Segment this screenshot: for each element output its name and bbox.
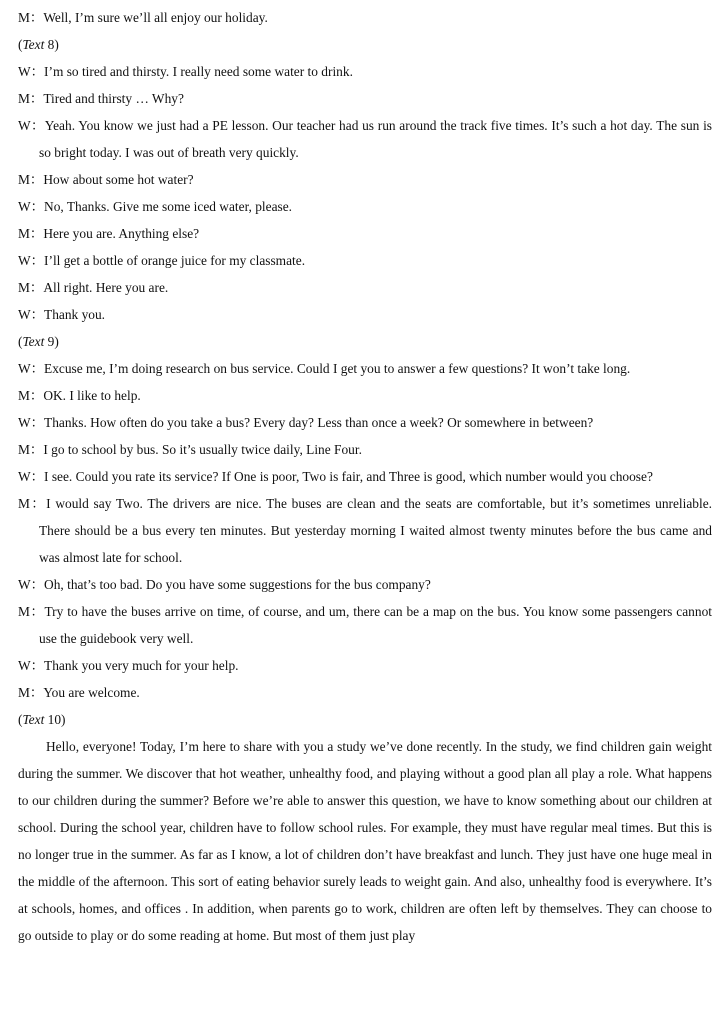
dialogue-turn: W：Excuse me, I’m doing research on bus service. Could I get you to answer a few questions? It won’t take long. [18,361,631,376]
dialogue-turn: M：I would say Two. The drivers are nice. The buses are clean and the seats are comfortable, but it’s sometimes unreliable. There should be a bus every ten minutes. But yesterday morning I waited almost twenty minutes before the bus came and was almost late for school. [18,496,713,565]
section-number: 9 [47,334,55,349]
turn-text: Thank you. [44,307,106,322]
speaker-label: M [18,604,30,619]
speaker-label: W [18,577,31,592]
turn-text: Tired and thirsty … Why? [43,91,184,106]
speaker-label: M [18,496,30,511]
speaker-label: M [18,280,30,295]
turn-text: OK. I like to help. [43,388,141,403]
turn-text: No, Thanks. Give me some iced water, please. [44,199,293,214]
speaker-label: M [18,91,30,106]
turn-text: You are welcome. [43,685,140,700]
dialogue-turn: W：No, Thanks. Give me some iced water, please. [18,199,293,214]
turn-text: I see. Could you rate its service? If One is poor, Two is fair, and Three is good, which number would you choose? [44,469,653,484]
dialogue-turn: W：Thank you very much for your help. [18,658,239,673]
turn-text: Oh, that’s too bad. Do you have some suggestions for the bus company? [44,577,431,592]
dialogue-turn: W：Thank you. [18,307,106,322]
turn-text: Well, I’m sure we’ll all enjoy our holiday. [43,10,268,25]
turn-text: Here you are. Anything else? [43,226,200,241]
speaker-label: M [18,226,30,241]
turn-text: All right. Here you are. [43,280,169,295]
dialogue-turn: W：I’ll get a bottle of orange juice for my classmate. [18,253,306,268]
turn-text: Thanks. How often do you take a bus? Every day? Less than once a week? Or somewhere in between? [44,415,594,430]
speaker-label: M [18,10,30,25]
turn-text: Try to have the buses arrive on time, of course, and um, there can be a map on the bus. You know some passengers cannot use the guidebook very well. [39,604,712,646]
speaker-label: M [18,172,30,187]
dialogue-turn: M：Try to have the buses arrive on time, of course, and um, there can be a map on the bus. You know some passengers cannot use the guidebook very well. [18,604,712,646]
dialogue-turn: M：All right. Here you are. [18,280,169,295]
dialogue-turn: M：Well, I’m sure we’ll all enjoy our holiday. [18,10,268,25]
dialogue-turn: M：I go to school by bus. So it’s usually twice daily, Line Four. [18,442,362,457]
speaker-label: W [18,64,31,79]
dialogue-turn: W：Thanks. How often do you take a bus? Every day? Less than once a week? Or somewhere in between? [18,415,594,430]
speaker-label: W [18,469,31,484]
dialogue-turn: M：You are welcome. [18,685,140,700]
transcript-page [18,4,712,949]
section-label: Text [22,334,45,349]
turn-text: How about some hot water? [43,172,194,187]
dialogue-turn: W：Oh, that’s too bad. Do you have some suggestions for the bus company? [18,577,431,592]
dialogue-turn: W：Yeah. You know we just had a PE lesson. Our teacher had us run around the track five times. It’s such a hot day. The sun is so bright today. I was out of breath very quickly. [18,118,712,160]
section-header: (Text 8) [18,37,59,52]
turn-text: Yeah. You know we just had a PE lesson. Our teacher had us run around the track five times. It’s such a hot day. The sun is so bright today. I was out of breath very quickly. [39,118,712,160]
speaker-label: W [18,118,31,133]
section-number: 8 [47,37,55,52]
speaker-label: W [18,361,31,376]
speaker-label: M [18,388,30,403]
dialogue-turn: W：I see. Could you rate its service? If One is poor, Two is fair, and Three is good, which number would you choose? [18,469,653,484]
speaker-label: W [18,415,31,430]
section-header: (Text 10) [18,712,66,727]
speaker-label: W [18,199,31,214]
section-header: (Text 9) [18,334,59,349]
dialogue-turn: M：How about some hot water? [18,172,194,187]
turn-text: I’m so tired and thirsty. I really need some water to drink. [44,64,353,79]
section-label: Text [22,712,45,727]
speaker-label: W [18,307,31,322]
turn-text: Thank you very much for your help. [44,658,239,673]
dialogue-turn: W：I’m so tired and thirsty. I really need some water to drink. [18,64,353,79]
dialogue-turn: M：OK. I like to help. [18,388,141,403]
speaker-label: W [18,658,31,673]
turn-text: Excuse me, I’m doing research on bus service. Could I get you to answer a few questions? It won’t take long. [44,361,631,376]
dialogue-turn: M：Here you are. Anything else? [18,226,200,241]
turn-text: I would say Two. The drivers are nice. The buses are clean and the seats are comfortable, but it’s sometimes unreliable. There should be a bus every ten minutes. But yesterday morning I waited almost twenty minutes before the bus came and was almost late for school. [39,496,713,565]
speaker-label: M [18,685,30,700]
monologue-paragraph: Hello, everyone! Today, I’m here to share with you a study we’ve done recently. In the study, we find children gain weight during the summer. We discover that hot weather, unhealthy food, and playing without a good plan all play a role. What happens to our children during the summer? Before we’re able to answer this question, we have to know something about our children at school. During the school year, children have to follow school rules. For example, they must have regular meal times. But this is no longer true in the summer. As far as I know, a lot of children don’t have breakfast and lunch. They just have one huge meal in the middle of the afternoon. This sort of eating behavior surely leads to weight gain. And also, unhealthy food is everywhere. It’s at schools, homes, and offices . In addition, when parents go to work, children are often left by themselves. They can choose to go outside to play or do some reading at home. But most of them just play [18,739,712,943]
speaker-label: W [18,253,31,268]
dialogue-turn: M：Tired and thirsty … Why? [18,91,184,106]
turn-text: I go to school by bus. So it’s usually twice daily, Line Four. [43,442,362,457]
section-label: Text [22,37,45,52]
turn-text: I’ll get a bottle of orange juice for my classmate. [44,253,306,268]
speaker-label: M [18,442,30,457]
section-number: 10 [47,712,62,727]
